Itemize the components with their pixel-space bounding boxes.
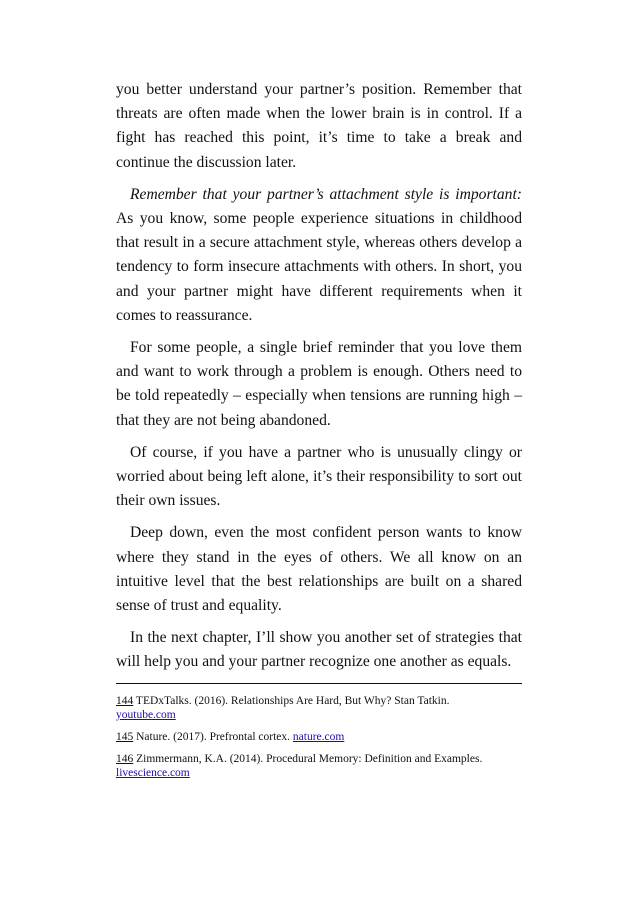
footnotes xyxy=(116,694,522,780)
footnote-number[interactable]: 144 xyxy=(116,694,134,707)
footnote-link[interactable]: nature.com xyxy=(292,730,345,743)
footnote-number[interactable]: 146 xyxy=(116,752,134,765)
footnote-text: Nature. (2017). Prefrontal cortex. xyxy=(136,730,291,743)
footnote-divider xyxy=(116,683,522,684)
body-paragraph-4: Of course, if you have a partner who is unusually clingy or worried about being left alone, it’s their responsibility to sort out their own issues. xyxy=(116,443,522,510)
footnote-item xyxy=(116,694,522,722)
italic-lead-in: Remember that your partner’s attachment style is important: xyxy=(130,185,522,203)
footnote-number[interactable]: 145 xyxy=(116,730,134,743)
footnote-text: TEDxTalks. (2016). Relationships Are Hard, But Why? Stan Tatkin. xyxy=(135,694,450,707)
book-page xyxy=(116,78,522,788)
body-paragraph-5: Deep down, even the most confident person wants to know where they stand in the eyes of others. We all know on an intuitive level that the best relationships are built on a shared sense of trust and equality. xyxy=(116,524,522,615)
footnote-text: Zimmermann, K.A. (2014). Procedural Memory: Definition and Examples. xyxy=(136,752,483,765)
footnote-item xyxy=(116,752,522,780)
footnote-link[interactable]: livescience.com xyxy=(116,766,190,779)
footnote-link[interactable]: youtube.com xyxy=(116,708,176,721)
body-paragraph-6: In the next chapter, I’ll show you another set of strategies that will help you and your partner recognize one another as equals. xyxy=(116,629,522,671)
body-paragraph-3: For some people, a single brief reminder that you love them and want to work through a problem is enough. Others need to be told repeatedly – especially when tensions are running high – that they are not being abandoned. xyxy=(116,339,522,429)
footnote-item xyxy=(116,730,522,744)
body-paragraph-1: you better understand your partner’s position. Remember that threats are often made when the lower brain is in control. If a fight has reached this point, it’s time to take a break and continue the discussion later. xyxy=(116,81,522,171)
body-paragraph-2-text: As you know, some people experience situations in childhood that result in a secure attachment style, whereas others develop a tendency to form insecure attachments with others. In short, you and your partner might have different requirements when it comes to reassurance. xyxy=(116,210,522,324)
body-paragraph-2 xyxy=(116,183,522,328)
